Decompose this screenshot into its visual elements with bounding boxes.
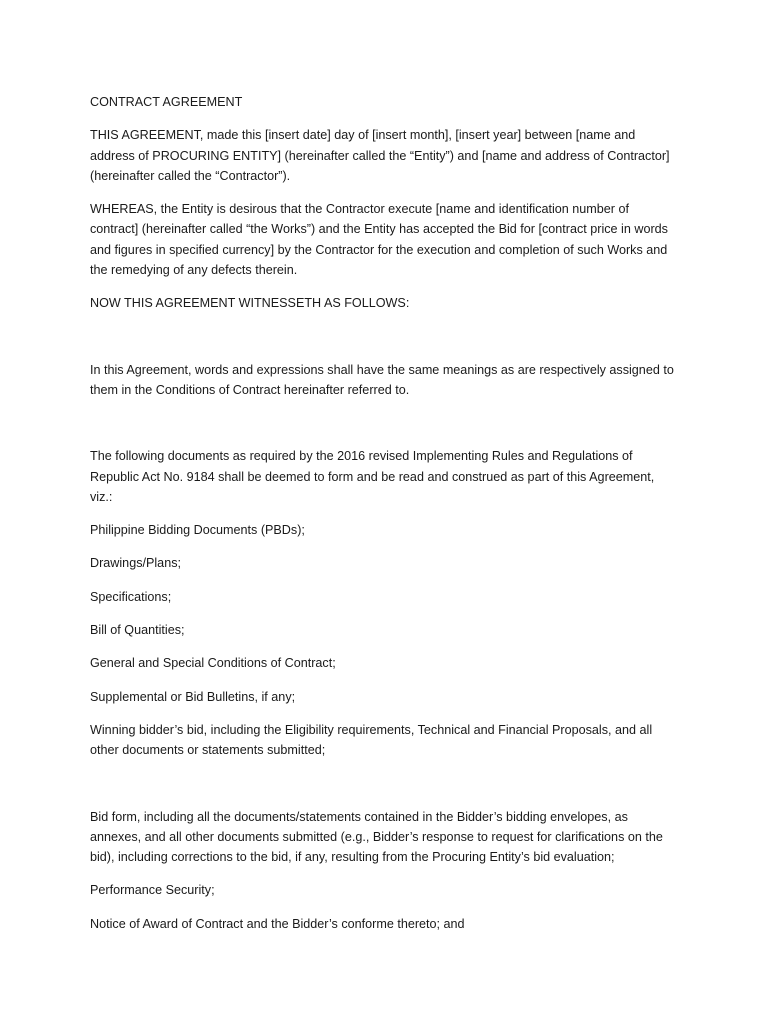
meanings-paragraph: In this Agreement, words and expressions shall have the same meanings as are respectively assigned to them in the Conditions of Contract hereinafter referred to. xyxy=(90,362,674,397)
document-body xyxy=(90,92,680,947)
list-item-notice-of-award: Notice of Award of Contract and the Bidder’s conforme thereto; and xyxy=(90,916,465,931)
list-item-bill-of-quantities: Bill of Quantities; xyxy=(90,623,185,638)
whereas-paragraph: WHEREAS, the Entity is desirous that the Contractor execute [name and identification number of contract] (hereinafter called “the Works”) and the Entity has accepted the Bid for [contract price in words and figures in specified currency] by the Contractor for the execution and completion of such Works and the remedying of any defects therein. xyxy=(90,202,668,278)
documents-intro-paragraph: The following documents as required by the 2016 revised Implementing Rules and Regulations of Republic Act No. 9184 shall be deemed to form and be read and construed as part of this Agreement, viz.: xyxy=(90,449,655,504)
list-item-bulletins: Supplemental or Bid Bulletins, if any; xyxy=(90,689,296,704)
list-item-conditions: General and Special Conditions of Contract; xyxy=(90,656,336,671)
list-item-winning-bid: Winning bidder’s bid, including the Eligibility requirements, Technical and Financial Proposals, and all other documents or statements submitted; xyxy=(90,722,653,758)
list-item-specifications: Specifications; xyxy=(90,589,172,604)
witnesseth-heading: NOW THIS AGREEMENT WITNESSETH AS FOLLOWS: xyxy=(90,296,410,311)
list-item-drawings: Drawings/Plans; xyxy=(90,556,181,571)
intro-paragraph: THIS AGREEMENT, made this [insert date] day of [insert month], [insert year] between [name and address of PROCURING ENTITY] (hereinafter called the “Entity”) and [name and address of Contractor] (hereinafter called the “Contractor”). xyxy=(90,128,670,183)
list-item-pbds: Philippine Bidding Documents (PBDs); xyxy=(90,523,305,538)
list-item-bid-form: Bid form, including all the documents/statements contained in the Bidder’s bidding envelopes, as annexes, and all other documents submitted (e.g., Bidder’s response to request for clarifications on the bid), including corrections to the bid, if any, resulting from the Procuring Entity’s bid evaluation; xyxy=(90,809,663,865)
list-item-performance-security: Performance Security; xyxy=(90,883,215,898)
document-title: CONTRACT AGREEMENT xyxy=(90,95,243,109)
